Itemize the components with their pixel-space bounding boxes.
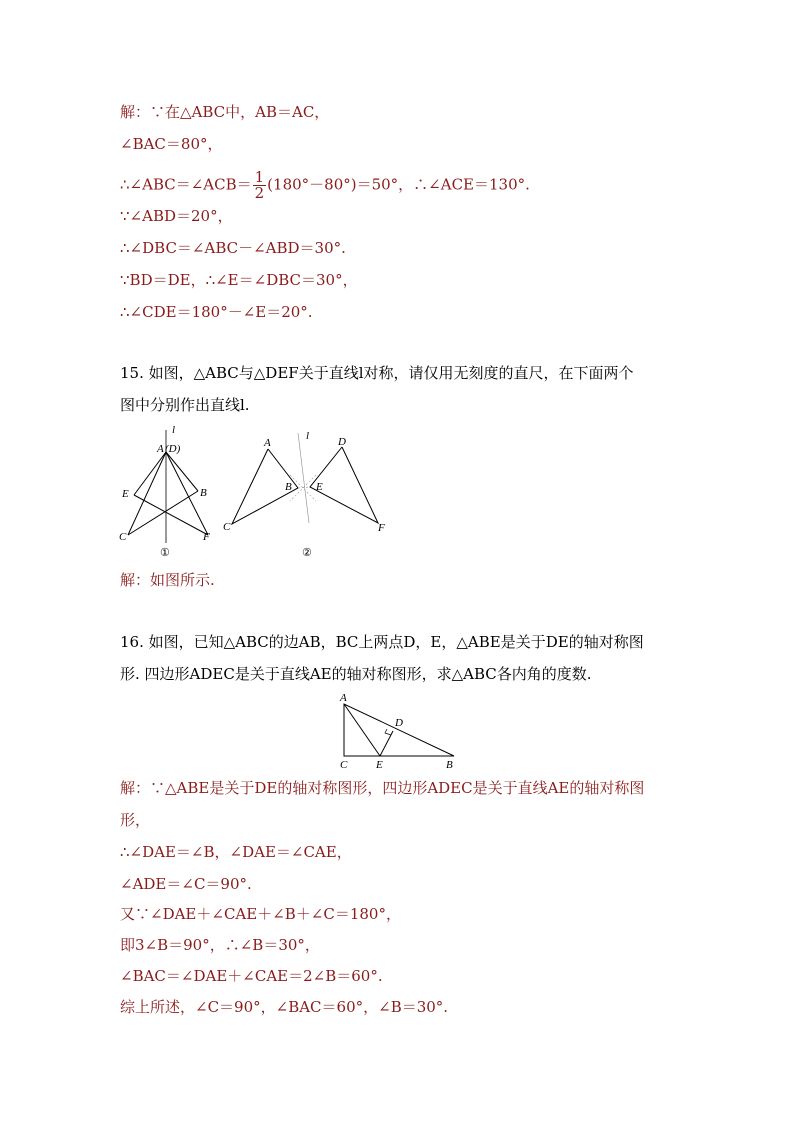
solution14-line3 [120, 170, 530, 201]
solution14-line3-a: ∴∠ABC＝∠ACB＝ [120, 175, 252, 194]
problem15-answer: 解：如图所示. [120, 571, 215, 589]
fig1-label-A: A [157, 443, 164, 455]
fig2-label-E: E [316, 481, 323, 493]
fraction-one-half [253, 170, 267, 201]
solution14-line4: ∵∠ABD＝20°， [120, 207, 233, 225]
solution16-line1: 解：∵△ABE是关于DE的轴对称图形，四边形ADEC是关于直线AE的轴对称图 [120, 779, 645, 797]
solution14-line6: ∵BD＝DE，∴∠E＝∠DBC＝30°， [120, 271, 358, 289]
fig2-label-A: A [264, 437, 271, 449]
fig16-triangle [344, 704, 454, 756]
fig1-label-B: B [200, 487, 207, 499]
fig1-caption: ① [160, 547, 170, 559]
fig16-label-E: E [376, 759, 383, 770]
fig16-label-A: A [340, 692, 347, 704]
fig16-label-B: B [446, 759, 453, 770]
solution16-line7: ∠BAC＝∠DAE＋∠CAE＝2∠B＝60°. [120, 967, 383, 985]
fig1-label-C: C [119, 531, 127, 543]
fig1-label-D: (D) [165, 443, 181, 455]
problem16-line1: 16. 如图，已知△ABC的边AB，BC上两点D，E，△ABE是关于DE的轴对称图 [120, 633, 644, 651]
solution14-line1: 解：∵在△ABC中，AB＝AC， [120, 103, 330, 121]
solution16-line6: 即3∠B＝90°，∴∠B＝30°， [120, 936, 320, 954]
fig1-label-E: E [122, 488, 129, 500]
fig16-triangle-ABC [344, 704, 454, 756]
solution14-line3-b: (180°－80°)＝50°，∴∠ACE＝130°. [267, 175, 530, 194]
fig1-seg-AB [166, 452, 198, 491]
fig2-axis-line [298, 433, 309, 523]
figure2-diagram [232, 433, 378, 524]
fig16-label-C: C [340, 759, 348, 770]
solution16-line8: 综上所述，∠C＝90°，∠BAC＝60°，∠B＝30°. [120, 998, 449, 1016]
fig16-right-angle-mark [385, 729, 391, 735]
fig2-label-B: B [285, 481, 292, 493]
fig2-label-C: C [223, 521, 231, 533]
solution16-line5: 又∵∠DAE＋∠CAE＋∠B＋∠C＝180°， [120, 905, 401, 923]
solution16-line2: 形， [120, 811, 151, 829]
problem16-figure [330, 688, 465, 770]
problem15-figure [110, 425, 400, 560]
solution14-line7: ∴∠CDE＝180°－∠E＝20°. [120, 303, 313, 321]
solution14-line2: ∠BAC＝80°， [120, 135, 223, 153]
problem15-line2: 图中分别作出直线l. [120, 396, 250, 414]
fig1-label-F: F [203, 531, 210, 543]
fig2-label-F: F [378, 522, 385, 534]
fig16-seg-AE [344, 704, 380, 756]
fig1-seg-DE [134, 452, 166, 495]
solution16-line4: ∠ADE＝∠C＝90°. [120, 875, 252, 893]
fig16-label-D: D [395, 717, 403, 729]
fig2-label-l: l [306, 430, 310, 442]
fraction-denominator: 2 [254, 184, 265, 202]
solution14-line5: ∴∠DBC＝∠ABC－∠ABD＝30°. [120, 239, 346, 257]
problem16-line2: 形. 四边形ADEC是关于直线AE的轴对称图形，求△ABC各内角的度数. [120, 665, 592, 683]
problem15-line1: 15. 如图，△ABC与△DEF关于直线l对称，请仅用无刻度的直尺，在下面两个 [120, 364, 634, 382]
solution16-line3: ∴∠DAE＝∠B，∠DAE＝∠CAE， [120, 843, 352, 861]
fig1-seg-EF [134, 495, 208, 535]
fig1-label-l: l [172, 425, 176, 436]
fig2-label-D: D [338, 436, 346, 448]
fraction-numerator: 1 [254, 168, 265, 186]
fig2-caption: ② [302, 547, 312, 559]
